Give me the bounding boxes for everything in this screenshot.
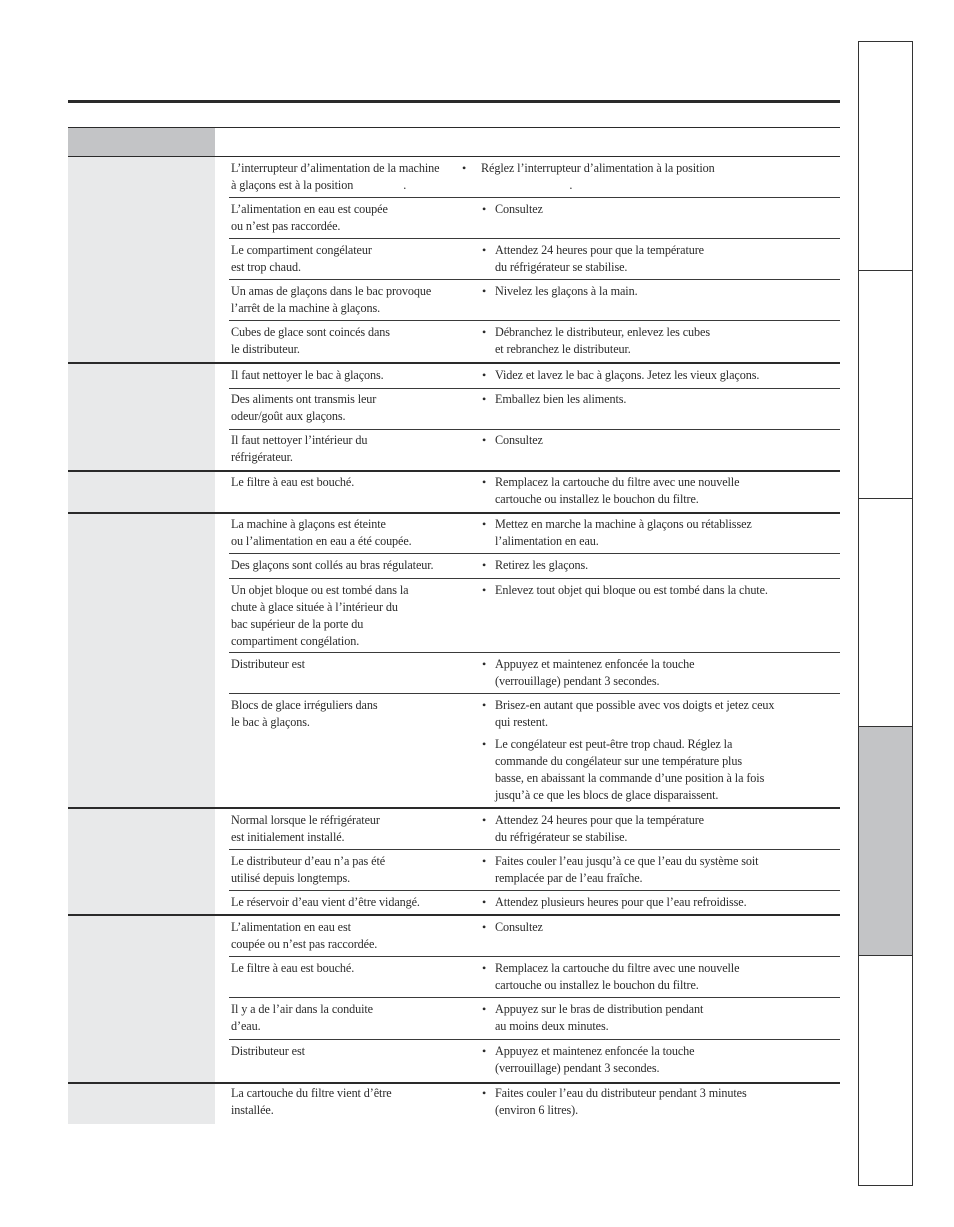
bullet: • [482,517,487,531]
solution-text: Remplacez la cartouche du filtre avec une nouvelle cartouche ou installez le bouchon du filtre. [495,961,740,992]
solution-text: Consultez [495,920,543,934]
problem-cell-3 [68,472,215,512]
cause-text: Distributeur est [231,657,305,671]
solution-text: Attendez plusieurs heures pour que l’eau refroidisse. [495,895,747,909]
group-divider [68,512,840,514]
bullet: • [482,475,487,489]
table-header [68,127,840,157]
group-divider [68,1082,840,1084]
row-divider [229,388,840,389]
header-problem-cell [68,128,215,156]
cause-text: La cartouche du filtre vient d’être installée. [231,1086,392,1117]
solution-text: Attendez 24 heures pour que la température du réfrigérateur se stabilise. [495,813,704,844]
row-divider [229,578,840,579]
bullet: • [482,813,487,827]
problem-cell-2 [68,364,215,470]
solution-text: Débranchez le distributeur, enlevez les cubes et rebranchez le distributeur. [495,325,710,356]
bullet: • [482,657,487,671]
solution-text: Appuyez et maintenez enfoncée la touche (verrouillage) pendant 3 secondes. [495,1044,695,1075]
row-divider [229,890,840,891]
solution-text: Consultez [495,202,543,216]
solution-text: Faites couler l’eau jusqu’à ce que l’eau du système soit remplacée par de l’eau fraîche. [495,854,759,885]
row-divider [229,1039,840,1040]
bullet: • [482,1044,487,1058]
solution-text: Faites couler l’eau du distributeur pendant 3 minutes (environ 6 litres). [495,1086,747,1117]
cause-text: Des glaçons sont collés au bras régulateur. [231,558,434,572]
group-divider [68,914,840,916]
bullet: • [482,1002,487,1016]
row-divider [229,320,840,321]
side-tab-5[interactable] [859,955,912,1185]
bullet: • [482,433,487,447]
bullet: • [462,161,467,175]
side-tab-4-active[interactable] [859,726,912,955]
cause-text: L’alimentation en eau est coupée ou n’est pas raccordée. [231,920,378,951]
cause-text: Il faut nettoyer le bac à glaçons. [231,368,384,382]
solution-text: Videz et lavez le bac à glaçons. Jetez les vieux glaçons. [495,368,760,382]
group-divider [68,470,840,472]
row-divider [229,956,840,957]
cause-text: L’alimentation en eau est coupée ou n’est pas raccordée. [231,202,388,233]
cause-text: Cubes de glace sont coincés dans le distributeur. [231,325,390,356]
bullet: • [482,583,487,597]
cause-text: La machine à glaçons est éteinte ou l’alimentation en eau a été coupée. [231,517,412,548]
solution-text: Brisez-en autant que possible avec vos doigts et jetez ceux qui restent. [495,698,775,729]
problem-cell-7 [68,1084,215,1124]
bullet: • [482,854,487,868]
bullet: • [482,243,487,257]
side-tab-3[interactable] [859,498,912,726]
row-divider [229,238,840,239]
row-divider [229,553,840,554]
side-tab-2[interactable] [859,270,912,498]
bullet: • [482,368,487,382]
cause-text: Normal lorsque le réfrigérateur est initialement installé. [231,813,380,844]
solution-text: Appuyez sur le bras de distribution pendant au moins deux minutes. [495,1002,704,1033]
cause-text: Le distributeur d’eau n’a pas été utilisé depuis longtemps. [231,854,386,885]
side-tabs [858,41,913,1186]
bullet: • [482,895,487,909]
cause-text: L’interrupteur d’alimentation de la machine à glaçons est à la position . [231,161,440,192]
row-divider [229,197,840,198]
solution-text: Le congélateur est peut-être trop chaud. Réglez la commande du congélateur sur une température plus basse, en abaissant la commande d’une position à la fois jusqu’à ce que les blocs de glace disparaissent. [495,737,765,802]
row-divider [229,997,840,998]
cause-text: Le filtre à eau est bouché. [231,475,355,489]
bullet: • [482,325,487,339]
problem-cell-5 [68,809,215,914]
bullet: • [482,737,487,751]
cause-text: Un objet bloque ou est tombé dans la chute à glace située à l’intérieur du bac supérieur de la porte du compartiment congélation. [231,583,409,648]
solution-text: Appuyez et maintenez enfoncée la touche (verrouillage) pendant 3 secondes. [495,657,695,688]
cause-text: Il faut nettoyer l’intérieur du réfrigérateur. [231,433,368,464]
solution-text: Mettez en marche la machine à glaçons ou rétablissez l’alimentation en eau. [495,517,752,548]
solution-text: Nivelez les glaçons à la main. [495,284,638,298]
top-rule [68,100,840,103]
problem-cell-4 [68,514,215,807]
solution-text: Emballez bien les aliments. [495,392,627,406]
bullet: • [482,1086,487,1100]
solution-text: Retirez les glaçons. [495,558,589,572]
bullet: • [482,558,487,572]
cause-text: Blocs de glace irréguliers dans le bac à glaçons. [231,698,378,729]
bullet: • [482,920,487,934]
bullet: • [482,284,487,298]
cause-text: Le filtre à eau est bouché. [231,961,355,975]
group-divider [68,807,840,809]
side-tab-1[interactable] [859,42,912,270]
cause-text: Il y a de l’air dans la conduite d’eau. [231,1002,373,1033]
bullet: • [482,202,487,216]
bullet: • [482,698,487,712]
row-divider [229,849,840,850]
group-divider [68,362,840,364]
row-divider [229,429,840,430]
bullet: • [482,392,487,406]
cause-text: Le compartiment congélateur est trop chaud. [231,243,372,274]
solution-text: Attendez 24 heures pour que la température du réfrigérateur se stabilise. [495,243,704,274]
cause-text: Distributeur est [231,1044,305,1058]
cause-text: Un amas de glaçons dans le bac provoque l’arrêt de la machine à glaçons. [231,284,432,315]
solution-text: Enlevez tout objet qui bloque ou est tombé dans la chute. [495,583,768,597]
bullet: • [482,961,487,975]
cause-text: Le réservoir d’eau vient d’être vidangé. [231,895,420,909]
row-divider [229,279,840,280]
solution-text: Réglez l’interrupteur d’alimentation à la position . [481,161,715,192]
cause-text: Des aliments ont transmis leur odeur/goût aux glaçons. [231,392,377,423]
row-divider [229,652,840,653]
row-divider [229,693,840,694]
solution-text: Remplacez la cartouche du filtre avec une nouvelle cartouche ou installez le bouchon du filtre. [495,475,740,506]
problem-cell-1 [68,157,215,362]
problem-cell-6 [68,916,215,1082]
solution-text: Consultez [495,433,543,447]
